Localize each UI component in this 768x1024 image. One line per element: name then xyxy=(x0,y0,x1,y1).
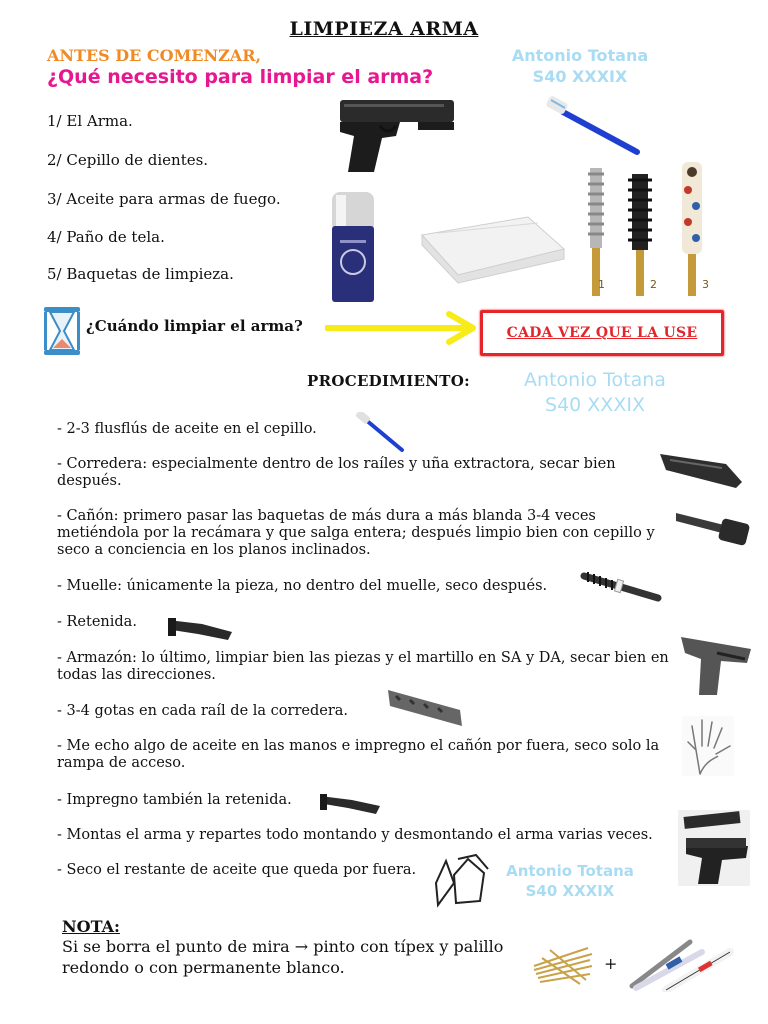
toothbrush-icon xyxy=(545,96,645,156)
item-3: 3/ Aceite para armas de fuego. xyxy=(47,190,281,208)
toothpicks-icon xyxy=(530,940,596,990)
watermark-line2: S40 XXXIX xyxy=(525,881,615,900)
step-7: - 3-4 gotas en cada raíl de la corredera. xyxy=(57,703,348,719)
spring-part-icon xyxy=(580,568,666,606)
step-2: - Corredera: especialmente dentro de los raíles y uña extractora, secar bien después. xyxy=(57,456,616,489)
page-title: LIMPIEZA ARMA xyxy=(289,18,479,40)
step-6: - Armazón: lo último, limpiar bien las piezas y el martillo en SA y DA, secar bien en todas las direcciones. xyxy=(57,650,669,683)
step-11: - Seco el restante de aceite que queda por fuera. xyxy=(57,862,417,878)
cloth-icon xyxy=(418,215,568,285)
step-9: - Impregno también la retenida. xyxy=(57,792,292,808)
watermark-line1: Antonio Totana xyxy=(506,862,634,880)
rail-part-icon xyxy=(384,686,466,730)
step-8: - Me echo algo de aceite en las manos e impregno el cañón por fuera, seco solo la rampa de acceso. xyxy=(57,738,660,771)
note-text xyxy=(62,936,532,978)
yellow-arrow-icon xyxy=(325,310,480,346)
note-line-1: Si se borra el punto de mira → pinto con típex y palillo xyxy=(62,937,504,956)
rod-1 xyxy=(588,168,604,296)
slide-part-icon xyxy=(656,448,746,490)
plus-sign: + xyxy=(604,954,618,973)
barrel-part-icon xyxy=(672,505,752,553)
pistol-icon xyxy=(330,96,458,176)
answer-callout xyxy=(480,310,724,356)
hourglass-icon xyxy=(42,305,82,357)
what-needed-question: ¿Qué necesito para limpiar el arma? xyxy=(47,66,434,88)
cleaning-rods-icon xyxy=(582,160,717,300)
when-to-clean-question: ¿Cuándo limpiar el arma? xyxy=(86,317,303,335)
answer-text: CADA VEZ QUE LA USE xyxy=(506,325,698,341)
step-10: - Montas el arma y repartes todo montando y desmontando el arma varias veces. xyxy=(57,827,653,843)
item-4: 4/ Paño de tela. xyxy=(47,228,165,246)
rod-number-3: 3 xyxy=(702,278,709,291)
step-4: - Muelle: únicamente la pieza, no dentro del muelle, seco después. xyxy=(57,578,548,594)
item-2: 2/ Cepillo de dientes. xyxy=(47,151,209,169)
watermark-line2: S40 XXXIX xyxy=(545,393,645,416)
correction-pens-icon xyxy=(626,936,734,992)
watermark-middle xyxy=(500,368,690,417)
item-1: 1/ El Arma. xyxy=(47,112,133,130)
rod-number-1: 1 xyxy=(598,278,605,291)
oil-can-icon xyxy=(330,190,376,305)
procedure-heading: PROCEDIMIENTO: xyxy=(307,372,470,390)
step-5: - Retenida. xyxy=(57,614,137,630)
note-heading: NOTA: xyxy=(62,917,120,936)
step-3: - Cañón: primero pasar las baquetas de más dura a más blanda 3-4 veces metiéndola por la recámara y que salga entera; después limpio bien con cepillo y seco a conciencia en los planos inclinados. xyxy=(57,508,655,558)
watermark-bottom xyxy=(500,862,640,901)
rod-3 xyxy=(682,162,702,296)
watermark-top xyxy=(500,46,660,88)
hands-cloth-icon xyxy=(428,853,492,911)
frame-part-icon xyxy=(677,633,753,699)
toothbrush-small-icon xyxy=(354,412,406,454)
slide-stop-small-icon xyxy=(314,790,386,818)
watermark-line1: Antonio Totana xyxy=(524,369,666,391)
before-starting-label: ANTES DE COMENZAR, xyxy=(47,46,262,65)
note-line-2: redondo o con permanente blanco. xyxy=(62,958,345,977)
hand-icon xyxy=(682,716,734,776)
rod-number-2: 2 xyxy=(650,278,657,291)
slide-stop-icon xyxy=(162,614,240,644)
item-5: 5/ Baquetas de limpieza. xyxy=(47,265,234,283)
watermark-line1: Antonio Totana xyxy=(511,46,649,65)
step-1: - 2-3 flusflús de aceite en el cepillo. xyxy=(57,421,317,437)
watermark-line2: S40 XXXIX xyxy=(532,66,628,86)
assembled-pistol-icon xyxy=(678,810,750,886)
rod-2 xyxy=(628,174,652,296)
